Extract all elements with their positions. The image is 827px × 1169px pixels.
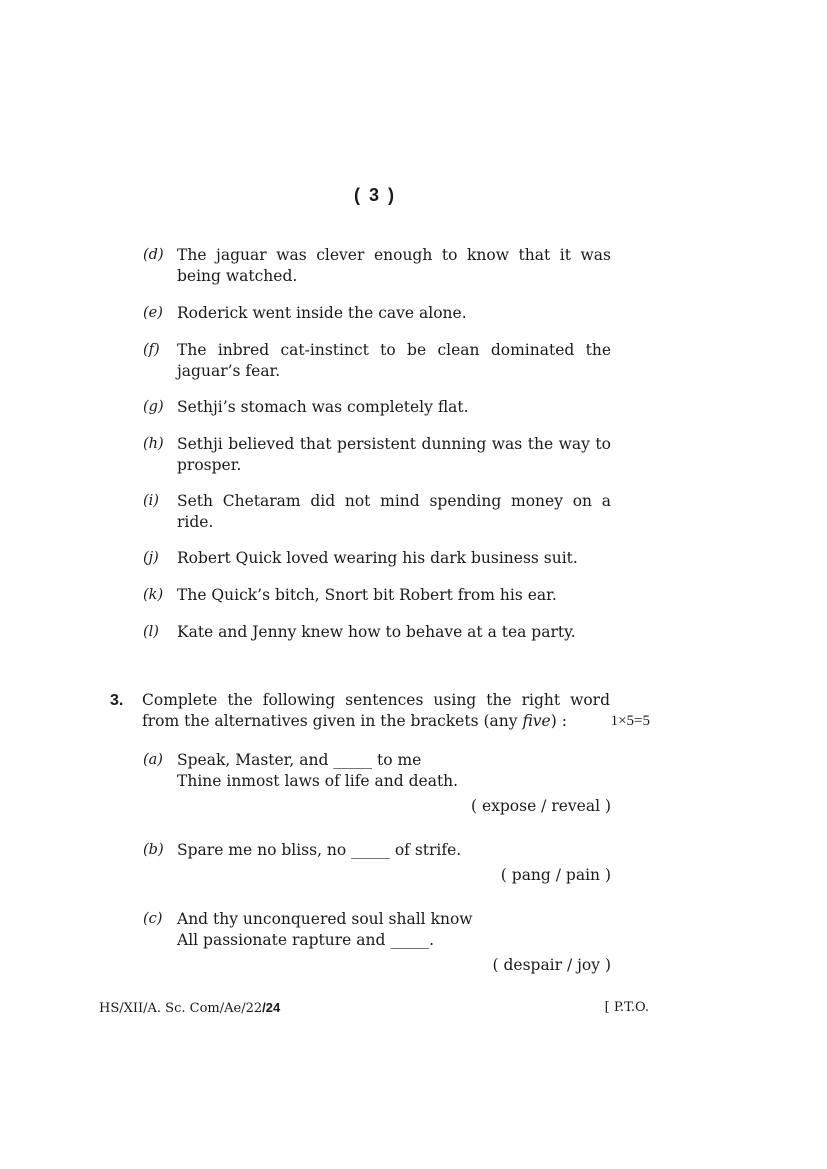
statement-g bbox=[143, 397, 611, 418]
statement-label: (l) bbox=[143, 624, 159, 640]
fill-item-line-2: Thine inmost laws of life and death. bbox=[177, 772, 459, 790]
statement-h bbox=[143, 434, 611, 476]
statement-d bbox=[143, 245, 611, 287]
fill-item-c bbox=[143, 909, 611, 976]
statement-text: Seth Chetaram did not mind spending money on a ride. bbox=[177, 492, 611, 531]
statement-f bbox=[143, 340, 611, 382]
fill-item-options: ( despair / joy ) bbox=[492, 956, 611, 974]
instruction-line-1: Complete the following sentences using the right word bbox=[142, 691, 610, 709]
page-number: ( 3 ) bbox=[353, 185, 396, 205]
statement-text: The Quick’s bitch, Snort bit Robert from his ear. bbox=[177, 586, 557, 604]
statement-label: (f) bbox=[143, 342, 160, 358]
statement-e bbox=[143, 303, 611, 324]
statement-text: Robert Quick loved wearing his dark business suit. bbox=[177, 549, 578, 567]
statement-j bbox=[143, 548, 611, 569]
question-number: 3. bbox=[110, 692, 124, 709]
statement-i bbox=[143, 491, 611, 533]
statement-label: (d) bbox=[143, 247, 164, 263]
fill-item-b bbox=[143, 840, 611, 886]
statement-text: Roderick went inside the cave alone. bbox=[177, 304, 467, 322]
statement-label: (e) bbox=[143, 305, 163, 321]
question-marks: 1×5=5 bbox=[610, 713, 650, 729]
fill-item-line-1: Spare me no bliss, no _____ of strife. bbox=[177, 841, 462, 859]
fill-item-line-2: All passionate rapture and _____. bbox=[177, 931, 434, 949]
question-3-heading bbox=[110, 690, 650, 732]
statement-l bbox=[143, 622, 611, 643]
instruction-line-2-post: ) : bbox=[550, 712, 567, 730]
fill-item-label: (a) bbox=[143, 752, 163, 768]
statement-k bbox=[143, 585, 611, 606]
statement-label: (h) bbox=[143, 436, 164, 452]
fill-item-line-1: Speak, Master, and _____ to me bbox=[177, 751, 422, 769]
statement-label: (j) bbox=[143, 550, 159, 566]
fill-item-a bbox=[143, 750, 611, 817]
footer-paper-code bbox=[99, 1000, 280, 1016]
statement-text: The jaguar was clever enough to know that it was being watched. bbox=[177, 246, 611, 285]
fill-item-options: ( expose / reveal ) bbox=[470, 797, 611, 815]
fill-item-line-1: And thy unconquered soul shall know bbox=[177, 910, 473, 928]
instruction-line-2 bbox=[142, 711, 610, 732]
statement-text: Kate and Jenny knew how to behave at a tea party. bbox=[177, 623, 576, 641]
statement-label: (g) bbox=[143, 399, 164, 415]
instruction-emphasis: five bbox=[522, 712, 551, 730]
footer-code-bold: /24 bbox=[262, 1000, 281, 1015]
statement-text: The inbred cat-instinct to be clean dominated the jaguar’s fear. bbox=[177, 341, 611, 380]
fill-item-label: (c) bbox=[143, 911, 163, 927]
statement-label: (k) bbox=[143, 587, 164, 603]
instruction-line-2-pre: from the alternatives given in the brackets (any bbox=[142, 712, 523, 730]
question-instructions bbox=[142, 690, 610, 732]
statement-label: (i) bbox=[143, 493, 159, 509]
footer-pto: [ P.T.O. bbox=[604, 1000, 649, 1015]
fill-item-label: (b) bbox=[143, 842, 164, 858]
statement-text: Sethji believed that persistent dunning was the way to prosper. bbox=[177, 435, 611, 474]
footer-code: HS/XII/A. Sc. Com/Ae/22 bbox=[99, 1001, 263, 1016]
statement-text: Sethji’s stomach was completely flat. bbox=[177, 398, 469, 416]
fill-item-options: ( pang / pain ) bbox=[500, 866, 611, 884]
